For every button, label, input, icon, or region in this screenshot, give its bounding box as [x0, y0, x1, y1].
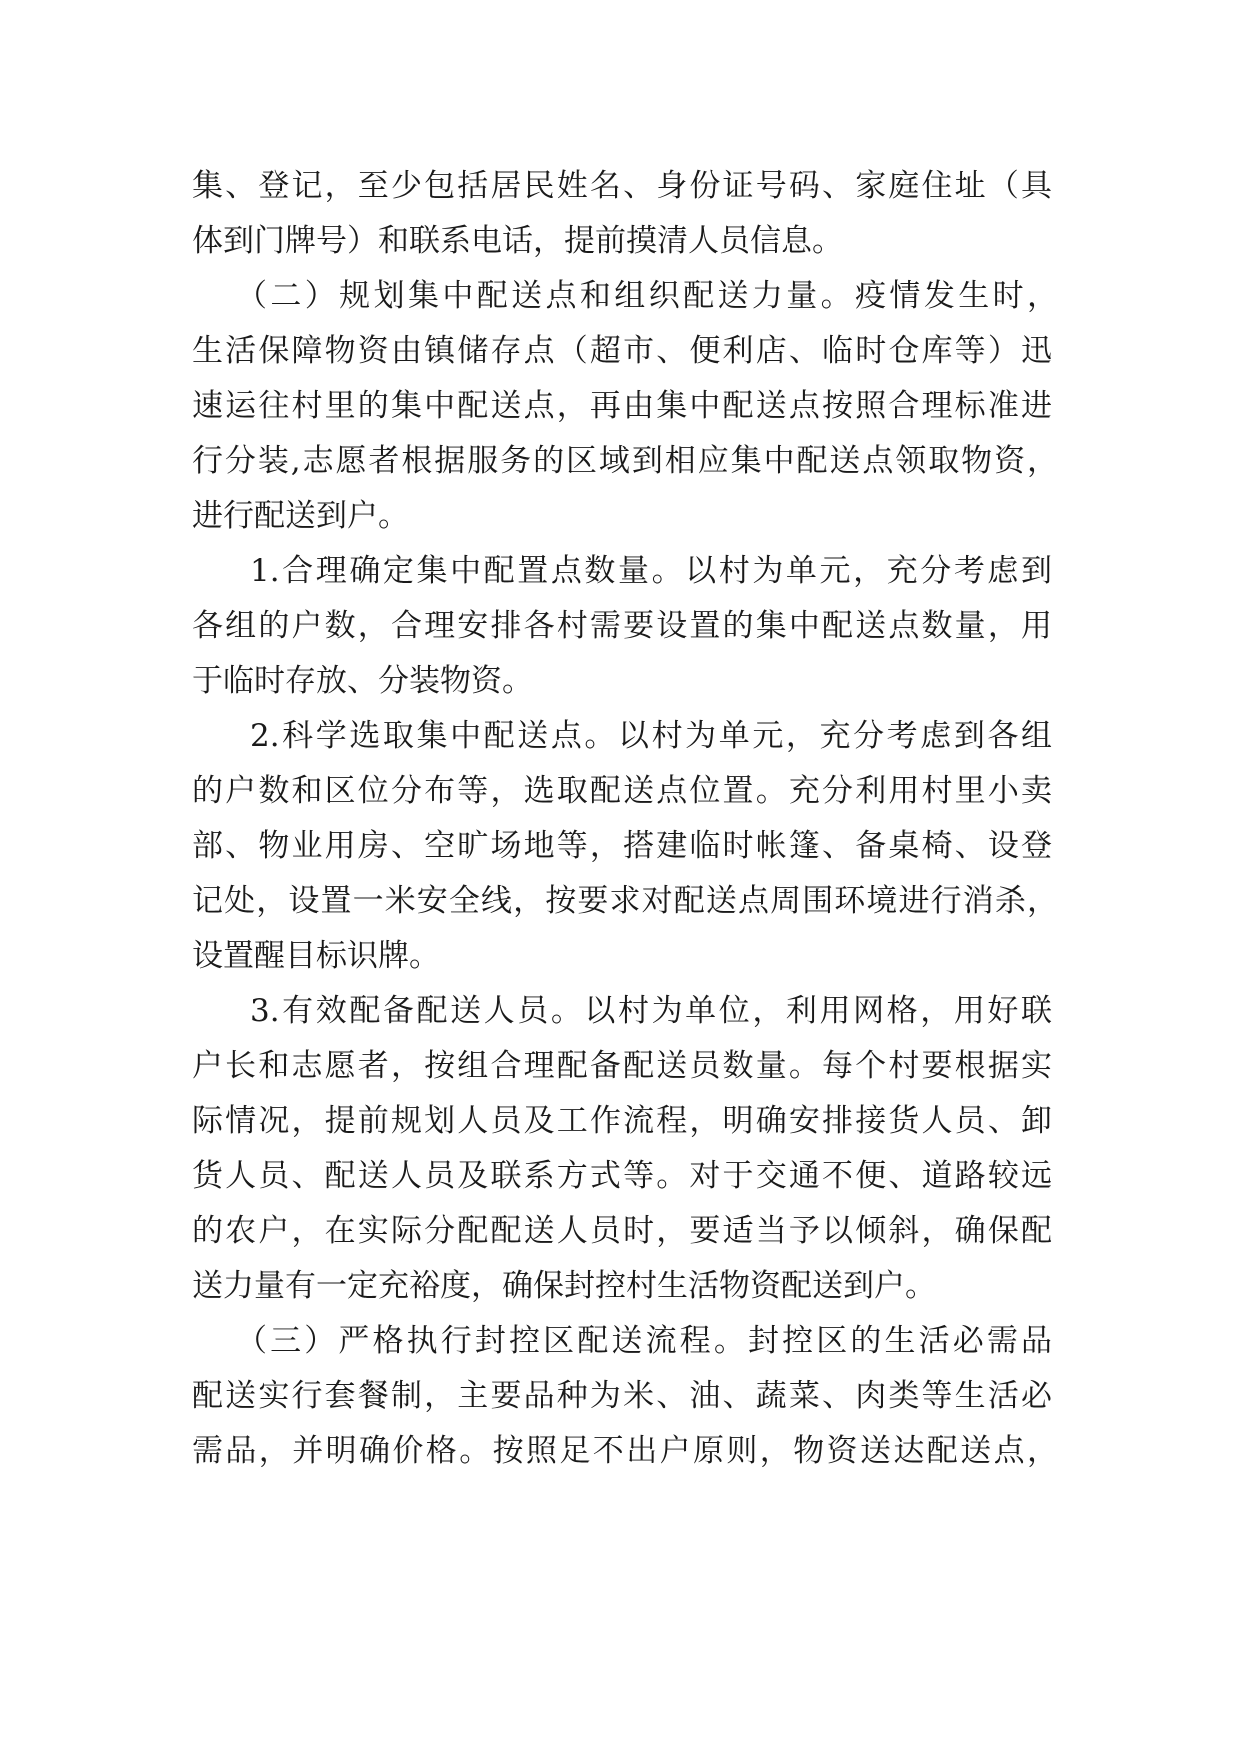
text-line: 集、登记，至少包括居民姓名、身份证号码、家庭住址（具 — [192, 168, 1052, 204]
text-line: 的户数和区位分布等，选取配送点位置。充分利用村里小卖 — [192, 773, 1052, 809]
text-line: 配送实行套餐制，主要品种为米、油、蔬菜、肉类等生活必 — [192, 1378, 1052, 1414]
text-line: 体到门牌号）和联系电话，提前摸清人员信息。 — [192, 223, 843, 259]
text-line: 于临时存放、分装物资。 — [192, 663, 533, 699]
text-line: 速运往村里的集中配送点，再由集中配送点按照合理标准进 — [192, 388, 1052, 424]
text-line: 需品，并明确价格。按照足不出户原则，物资送达配送点， — [192, 1433, 1058, 1469]
section-heading-line: （三）严格执行封控区配送流程。封控区的生活必需品 — [236, 1323, 1052, 1359]
text-line: 进行配送到户。 — [192, 498, 409, 534]
section-heading-line: （二）规划集中配送点和组织配送力量。疫情发生时， — [236, 278, 1058, 314]
numbered-item-line: 2.科学选取集中配送点。以村为单元，充分考虑到各组 — [250, 718, 1052, 754]
text-line: 户长和志愿者，按组合理配备配送员数量。每个村要根据实 — [192, 1048, 1052, 1084]
text-line: 各组的户数，合理安排各村需要设置的集中配送点数量，用 — [192, 608, 1052, 644]
text-line: 生活保障物资由镇储存点（超市、便利店、临时仓库等）迅 — [192, 333, 1052, 369]
text-line: 行分装,志愿者根据服务的区域到相应集中配送点领取物资， — [192, 443, 1058, 479]
text-line: 货人员、配送人员及联系方式等。对于交通不便、道路较远 — [192, 1158, 1052, 1194]
text-line: 际情况，提前规划人员及工作流程，明确安排接货人员、卸 — [192, 1103, 1052, 1139]
text-line: 记处，设置一米安全线，按要求对配送点周围环境进行消杀， — [192, 883, 1058, 919]
numbered-item-line: 3.有效配备配送人员。以村为单位，利用网格，用好联 — [250, 993, 1052, 1029]
text-line: 设置醒目标识牌。 — [192, 938, 440, 974]
numbered-item-line: 1.合理确定集中配置点数量。以村为单元，充分考虑到 — [250, 553, 1052, 589]
text-line: 送力量有一定充裕度，确保封控村生活物资配送到户。 — [192, 1268, 936, 1304]
text-line: 的农户，在实际分配配送人员时，要适当予以倾斜，确保配 — [192, 1213, 1052, 1249]
text-line: 部、物业用房、空旷场地等，搭建临时帐篷、备桌椅、设登 — [192, 828, 1052, 864]
